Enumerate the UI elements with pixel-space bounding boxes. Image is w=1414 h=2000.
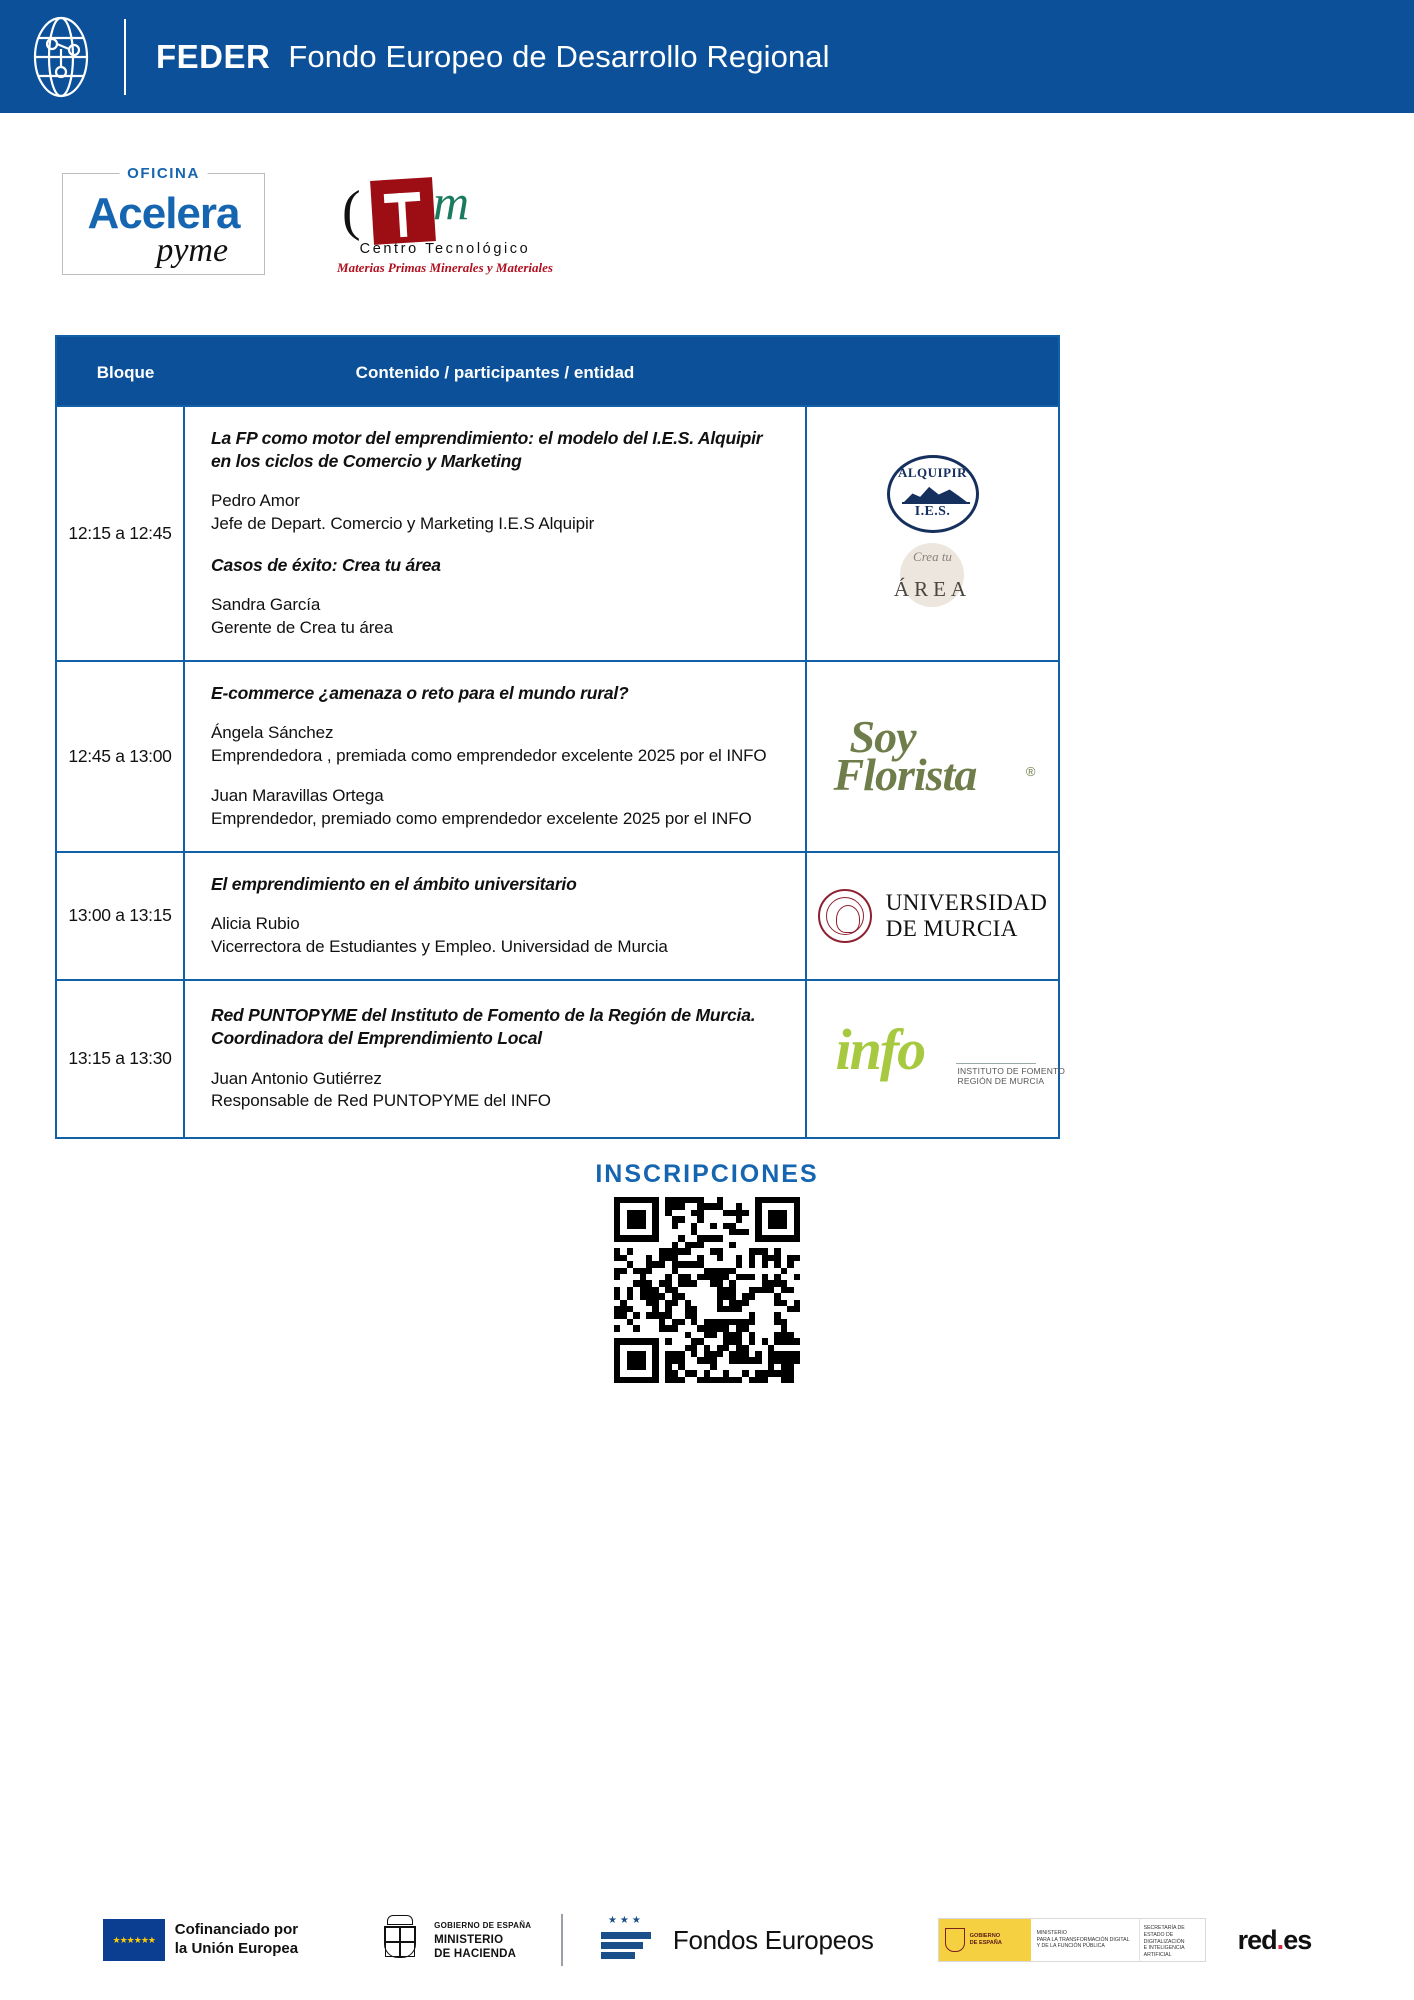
fondos-bar-3 [601,1952,635,1959]
row-content-cell [184,852,806,980]
universidad-murcia-text [886,890,1048,942]
row-logo-cell [806,406,1059,661]
info-subtitle-2: REGIÓN DE MURCIA [957,1075,1045,1086]
acelera-main-label: Acelera [87,189,240,238]
secretaria-text [1140,1919,1205,1965]
gobierno-line1: GOBIERNO [969,1933,1001,1940]
qr-code-matrix [614,1197,800,1383]
feder-brand: FEDER [156,37,271,75]
row-logo-cell [806,852,1059,980]
row-time-cell: 12:15 a 12:45 [56,406,184,661]
ctm-paren-glyph: ( [342,180,361,242]
ministerio-digital-text [1037,1930,1130,1950]
redes-es: es [1283,1924,1312,1955]
ministerio-digital-line2: PARA LA TRANSFORMACIÓN DIGITAL [1036,1936,1130,1943]
soy-florista-logo [828,708,1038,804]
table-header-row [56,336,1059,406]
info-rule [956,1063,1036,1064]
redes-logo [1238,1925,1312,1956]
universidad-murcia-logo [817,889,1048,943]
ministerio-hacienda-logo [376,1914,531,1966]
cofinanciado-text [175,1921,298,1959]
ministerio-hacienda-text [434,1918,531,1963]
gobierno-text [970,1933,1002,1947]
cofinanciado-line2: la Unión Europea [174,1940,299,1957]
fondos-bar-2 [601,1942,643,1949]
area-script-label: Crea tu [913,548,952,564]
secretaria-line1: SECRETARÍA DE ESTADO DE DIGITALIZACIÓN [1143,1925,1185,1945]
info-wordmark: info [835,1016,925,1082]
schedule-table [55,335,1066,1139]
session-title: Casos de éxito: Crea tu área [211,555,441,576]
redes-dot: . [1276,1924,1284,1955]
gobierno-transformacion-digital-logo [938,1918,1220,1962]
soy-florista-line1: Soy [849,711,916,763]
soy-florista-line2: Florista [833,749,977,801]
speaker-role: Jefe de Depart. Comercio y Marketing I.E.S Alquipir [211,514,595,534]
row-content-cell [184,661,806,852]
registration-qr-code[interactable] [614,1197,800,1383]
session-title: E-commerce ¿amenaza o reto para el mundo rural? [211,683,629,704]
table-row [56,980,1059,1138]
gobierno-espana-label: GOBIERNO DE ESPAÑA [434,1920,532,1930]
speaker-role: Responsable de Red PUNTOPYME del INFO [211,1091,551,1111]
secretaria-line2: E INTELIGENCIA ARTIFICIAL [1143,1945,1185,1958]
feder-header-banner [0,0,1414,113]
hacienda-label: DE HACIENDA [434,1948,517,1961]
fondos-europeos-mark-icon [593,1915,659,1965]
footer-divider [561,1914,563,1966]
speaker-role: Gerente de Crea tu área [211,618,393,638]
globe-icon [22,14,100,100]
session-title: El emprendimiento en el ámbito universitario [211,873,577,894]
speaker-role: Emprendedor, premiado como emprendedor excelente 2025 por el INFO [211,808,752,828]
acelera-pyme-label: pyme [156,232,229,269]
alquipir-top-label: ALQUIPIR [897,464,967,480]
gobierno-yellow-panel [939,1919,1031,1961]
row-time-cell: 13:15 a 13:30 [56,980,184,1138]
partner-logo-row [0,165,1414,290]
fondos-europeos-label: Fondos Europeos [672,1924,874,1955]
alquipir-bottom-label: I.E.S. [914,503,951,519]
fondos-bar-1 [601,1932,651,1939]
escudo-body-shape [384,1926,416,1958]
column-header-contenido: Contenido / participantes / entidad [184,336,806,406]
cofinanciado-line1: Cofinanciado por [174,1921,299,1939]
header-divider [124,19,126,95]
ministerio-digital-line1: MINISTERIO [1036,1929,1067,1936]
alquipir-logo [887,455,979,533]
escudo-espana-icon [376,1914,424,1966]
gobierno-escudo-icon [945,1928,965,1952]
row-logo-cell [806,661,1059,852]
gobierno-line2: DE ESPAÑA [969,1940,1002,1946]
speaker-name: Juan Antonio Gutiérrez [211,1068,382,1088]
speaker-name: Juan Maravillas Ortega [211,786,384,805]
speaker-name: Alicia Rubio [211,913,300,933]
ctm-centro-label: Centro Tecnológico [359,241,531,257]
escudo-crown-shape [387,1915,413,1925]
info-logo [828,1016,1066,1102]
universidad-murcia-seal-icon [818,889,872,943]
universidad-murcia-line2: DE MURCIA [885,915,1018,941]
secretaria-panel [1139,1919,1205,1961]
schedule-table-head [56,336,1059,406]
session-title: Red PUNTOPYME del Instituto de Fomento de la Región de Murcia. Coordinadora del Emprendimiento Local [211,1005,756,1049]
block-spacer [211,536,781,554]
column-header-bloque: Bloque [56,336,184,406]
alquipir-mountain-icon [904,483,968,503]
schedule-table-body [56,406,1066,1138]
redes-red: red [1237,1924,1277,1955]
area-word-label: ÁREA [893,576,972,601]
info-subtitle-1: INSTITUTO DE FOMENTO [957,1065,1066,1076]
session-title: La FP como motor del emprendimiento: el modelo del I.E.S. Alquipir en los ciclos de Comercio y Marketing [211,428,763,472]
acelera-oficina-label: OFICINA [119,165,208,182]
row-time-cell: 12:45 a 13:00 [56,661,184,852]
column-header-logo [806,336,1059,406]
table-row [56,406,1059,661]
redes-wordmark [1238,1925,1312,1956]
row-content-cell [184,980,806,1138]
speaker-name: Ángela Sánchez [211,723,334,743]
table-row [56,852,1059,980]
fondos-europeos-logo [593,1915,874,1965]
union-europea-logo [103,1919,298,1961]
row-logo-cell [806,980,1066,1138]
eu-flag-icon [103,1919,165,1961]
table-row [56,661,1059,852]
ctm-m-glyph: m [433,174,470,230]
eu-stars-icon: ★★★★★★ [112,1934,155,1945]
ctm-materias-label: Materias Primas Minerales y Materiales [337,260,553,275]
area-logo [838,541,1028,613]
inscripciones-heading: INSCRIPCIONES [595,1160,819,1188]
speaker-name: Sandra García [211,595,321,615]
universidad-murcia-line1: UNIVERSIDAD [885,890,1048,916]
fondos-stars-icon: ★★★ [607,1915,644,1926]
ministerio-digital-line3: Y DE LA FUNCIÓN PÚBLICA [1036,1943,1105,1950]
ministerio-panel [1031,1919,1139,1961]
feder-tagline: Fondo Europeo de Desarrollo Regional [288,38,830,74]
row-content-cell [184,406,806,661]
speaker-role: Vicerrectora de Estudiantes y Empleo. Universidad de Murcia [211,936,668,956]
footer-logo-bar [0,1880,1414,2000]
row-time-cell: 13:00 a 13:15 [56,852,184,980]
registered-trademark-icon: ® [1025,764,1036,780]
speaker-role: Emprendedora , premiada como emprendedor excelente 2025 por el INFO [211,746,767,766]
ministerio-label: MINISTERIO [434,1933,504,1946]
ctm-logo [330,165,560,280]
speaker-name: Pedro Amor [211,491,300,511]
gobierno-block [938,1918,1206,1962]
acelera-pyme-logo [62,165,265,275]
